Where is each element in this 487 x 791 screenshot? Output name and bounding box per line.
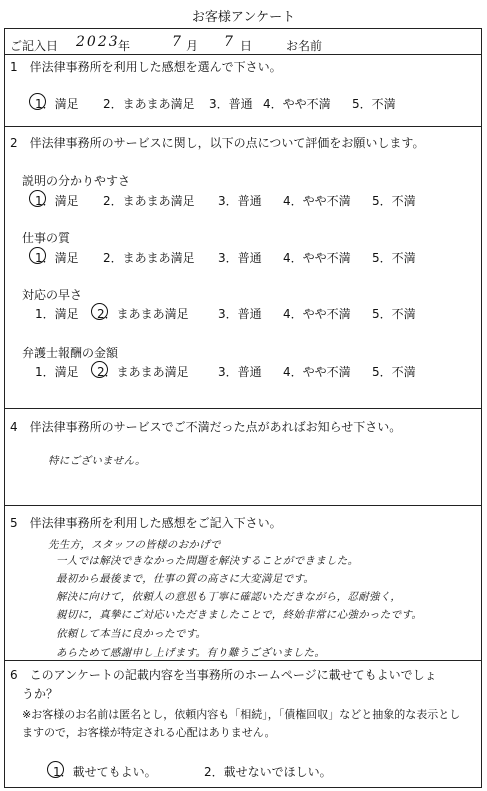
- q2-item-label: 仕事の質: [22, 231, 71, 245]
- q6-question: 6 このアンケートの記載内容を当事務所のホームページに載せてもよいでしょ: [10, 668, 437, 682]
- q1-option-1: 1．満足: [35, 97, 79, 111]
- q2-question: 2 伴法律事務所のサービスに関し，以下の点について評価をお願いします。: [10, 136, 425, 150]
- q4-answer: 特にございません。: [48, 455, 146, 467]
- q2-item2-option-2: 2．まあまあ満足: [103, 251, 195, 265]
- q2-item1-option-2: 2．まあまあ満足: [103, 194, 195, 208]
- q2-item3-option-4: 4．やや不満: [283, 307, 351, 321]
- q2-item1-option-1: 1．満足: [35, 194, 79, 208]
- year-label: 年: [118, 39, 131, 53]
- q6-option-2: 2．載せないでほしい。: [204, 765, 332, 779]
- q5-answer-line: 依頼して本当に良かったです。: [56, 628, 207, 640]
- divider: [4, 126, 482, 127]
- q6-note: ※お客様のお名前は匿名とし，依頼内容も「相続」，「債権回収」などと抽象的な表示とし: [22, 708, 461, 721]
- q2-item3-option-3: 3．普通: [218, 307, 262, 321]
- day-value: 7: [224, 34, 233, 50]
- q2-item4-option-3: 3．普通: [218, 365, 262, 379]
- q1-question: 1 伴法律事務所を利用した感想を選んで下さい。: [10, 60, 282, 74]
- q2-item-label: 対応の早さ: [22, 288, 83, 302]
- q2-item4-option-1: 1．満足: [35, 365, 79, 379]
- q2-item4-option-2: 2．まあまあ満足: [97, 365, 189, 379]
- date-label: ご記入日: [10, 39, 59, 53]
- name-label: お名前: [286, 39, 323, 53]
- q2-item2-option-3: 3．普通: [218, 251, 262, 265]
- divider: [4, 408, 482, 409]
- day-label: 日: [240, 39, 253, 53]
- q2-item3-option-1: 1．満足: [35, 307, 79, 321]
- q2-item4-option-5: 5．不満: [372, 365, 416, 379]
- q5-answer-line: 親切に，真摯にご対応いただきましたことで，終始非常に心強かったです。: [56, 609, 423, 621]
- month-label: 月: [186, 39, 199, 53]
- q2-item-label: 弁護士報酬の金額: [22, 346, 119, 360]
- divider: [4, 660, 482, 661]
- q4-question: 4 伴法律事務所のサービスでご不満だった点があればお知らせ下さい。: [10, 420, 402, 434]
- divider: [4, 505, 482, 506]
- q2-item3-option-2: 2．まあまあ満足: [97, 307, 189, 321]
- divider: [4, 54, 482, 55]
- q5-answer-line: あらためて感謝申し上げます。有り難うございました。: [56, 647, 326, 659]
- q5-question: 5 伴法律事務所を利用した感想をご記入下さい。: [10, 516, 282, 530]
- q5-answer-line: 先生方，スタッフの皆様のおかげで: [48, 539, 221, 551]
- q6-option-1: 1．載せてもよい。: [53, 765, 157, 779]
- q1-option-4: 4．やや不満: [263, 97, 331, 111]
- q1-option-2: 2．まあまあ満足: [103, 97, 195, 111]
- q2-item4-option-4: 4．やや不満: [283, 365, 351, 379]
- q2-item-label: 説明の分かりやすさ: [22, 174, 131, 188]
- q1-option-5: 5．不満: [352, 97, 396, 111]
- q5-answer-line: 解決に向けて，依頼人の意思も丁寧に確認いただきながら，忍耐強く，: [56, 591, 402, 603]
- q1-option-3: 3．普通: [209, 97, 253, 111]
- q2-item1-option-4: 4．やや不満: [283, 194, 351, 208]
- q2-item1-option-3: 3．普通: [218, 194, 262, 208]
- q2-item2-option-5: 5．不満: [372, 251, 416, 265]
- q2-item1-option-5: 5．不満: [372, 194, 416, 208]
- q6-question-cont: うか？: [22, 687, 59, 701]
- q6-note-cont: ますので，お客様が特定される心配はありません。: [22, 726, 276, 739]
- month-value: 7: [172, 34, 181, 50]
- q5-answer-line: 一人では解決できなかった問題を解決することができました。: [56, 555, 359, 567]
- q5-answer-line: 最初から最後まで，仕事の質の高さに大変満足です。: [56, 573, 315, 585]
- q2-item2-option-1: 1．満足: [35, 251, 79, 265]
- q2-item3-option-5: 5．不満: [372, 307, 416, 321]
- page-title: お客様アンケート: [191, 10, 296, 25]
- year-value: 2023: [76, 34, 120, 50]
- q2-item2-option-4: 4．やや不満: [283, 251, 351, 265]
